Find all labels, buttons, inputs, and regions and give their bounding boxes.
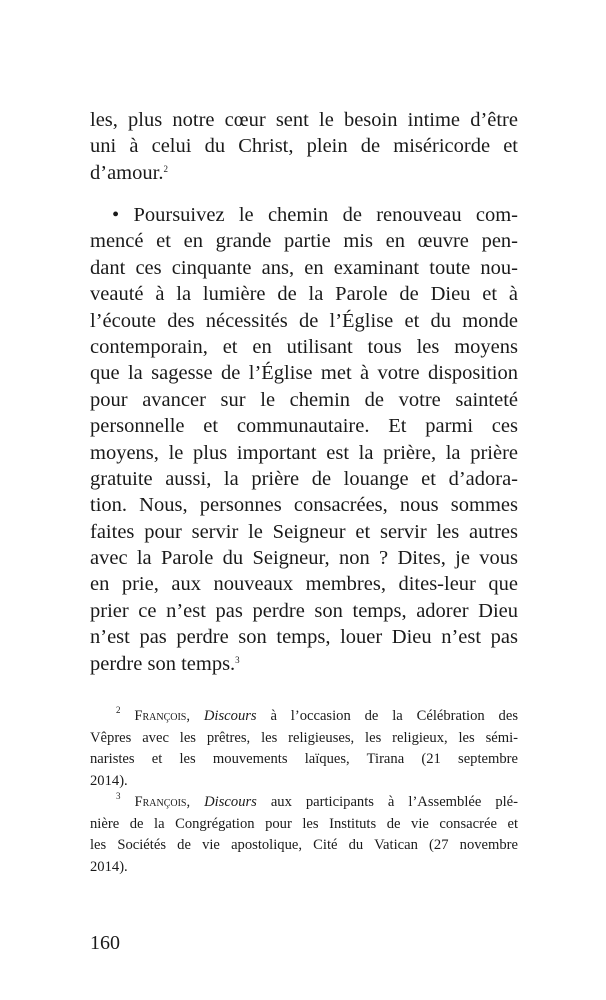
- footnote-ref: 2: [163, 163, 168, 174]
- footnote-3: [90, 792, 518, 878]
- footnote-first-line: $^3$ François, Discours aux participants à l’Assemblée plé-: [116, 791, 519, 810]
- footnote-line: naristes et les mouvements laïques, Tirana (21 septembre: [90, 751, 518, 768]
- text-line: dant ces cinquante ans, en examinant toute nou-: [90, 256, 518, 279]
- text-line: pour avancer sur le chemin de votre sainteté: [90, 388, 518, 411]
- text-line: veauté à la lumière de la Parole de Dieu et à: [90, 283, 518, 306]
- footnote-title: Discours: [203, 708, 257, 724]
- text-line: uni à celui du Christ, plein de miséricorde et: [90, 135, 518, 158]
- text-line-content: perdre son temps.: [90, 652, 236, 675]
- text-line: • Poursuivez le chemin de renouveau com-: [112, 204, 518, 226]
- footnote-line: 2014).: [90, 858, 128, 875]
- footnote-title: Discours: [204, 794, 257, 810]
- footnote-line: les Sociétés de vie apostolique, Cité du Vatican (27 novembre: [90, 837, 518, 854]
- bullet-paragraph: [90, 202, 518, 677]
- text-line: que la sagesse de l’Église met à votre disposition: [90, 362, 518, 385]
- text-line: l’écoute des nécessités de l’Église et du monde: [90, 309, 518, 332]
- text-line: [90, 651, 518, 677]
- text-line: personnelle et communautaire. Et parmi ces: [90, 415, 518, 438]
- footnote-ref: 3: [235, 654, 240, 665]
- text-line: moyens, le plus important est la prière, la prière: [90, 441, 518, 464]
- text-line: en prie, aux nouveaux membres, dites-leur que: [90, 573, 518, 596]
- text-line: tion. Nous, personnes consacrées, nous sommes: [90, 494, 518, 517]
- text-line-content: d’amour.: [90, 161, 164, 184]
- text-line: les, plus notre cœur sent le besoin intime d’être: [90, 109, 518, 131]
- footnote-number: 2: [116, 705, 121, 715]
- text-line: [90, 160, 518, 186]
- footnote-line: 2014).: [90, 772, 128, 789]
- text-line: contemporain, et en utilisant tous les moyens: [90, 335, 518, 358]
- text-line: mencé et en grande partie mis en œuvre pen-: [90, 230, 518, 253]
- footnote-author: François: [134, 794, 187, 810]
- text-line: faites pour servir le Seigneur et servir les autres: [90, 520, 518, 543]
- footnote-author: François: [134, 708, 187, 724]
- text-line: avec la Parole du Seigneur, non ? Dites, je vous: [90, 547, 518, 570]
- page-number: 160: [90, 932, 120, 954]
- text-line: prier ce n’est pas perdre son temps, adorer Dieu: [90, 599, 518, 622]
- footnote-text: à l’occasion de la Célébration des: [256, 708, 519, 724]
- footnote-text: aux participants à l’Assemblée plé-: [256, 794, 519, 810]
- text-line: n’est pas perdre son temps, louer Dieu n’est pas: [90, 626, 518, 649]
- footnote-number: 3: [116, 791, 121, 801]
- footnote-line: nière de la Congrégation pour les Instituts de vie consacrée et: [90, 815, 518, 832]
- paragraph-continuation: [90, 107, 518, 186]
- footnote-2: [90, 706, 518, 792]
- text-line: gratuite aussi, la prière de louange et d’adora-: [90, 467, 518, 490]
- footnote-line: Vêpres avec les prêtres, les religieuses, les religieux, les sémi-: [90, 729, 518, 746]
- footnote-first-line: $^2$ François, Discours à l’occasion de la Célébration des: [116, 705, 519, 724]
